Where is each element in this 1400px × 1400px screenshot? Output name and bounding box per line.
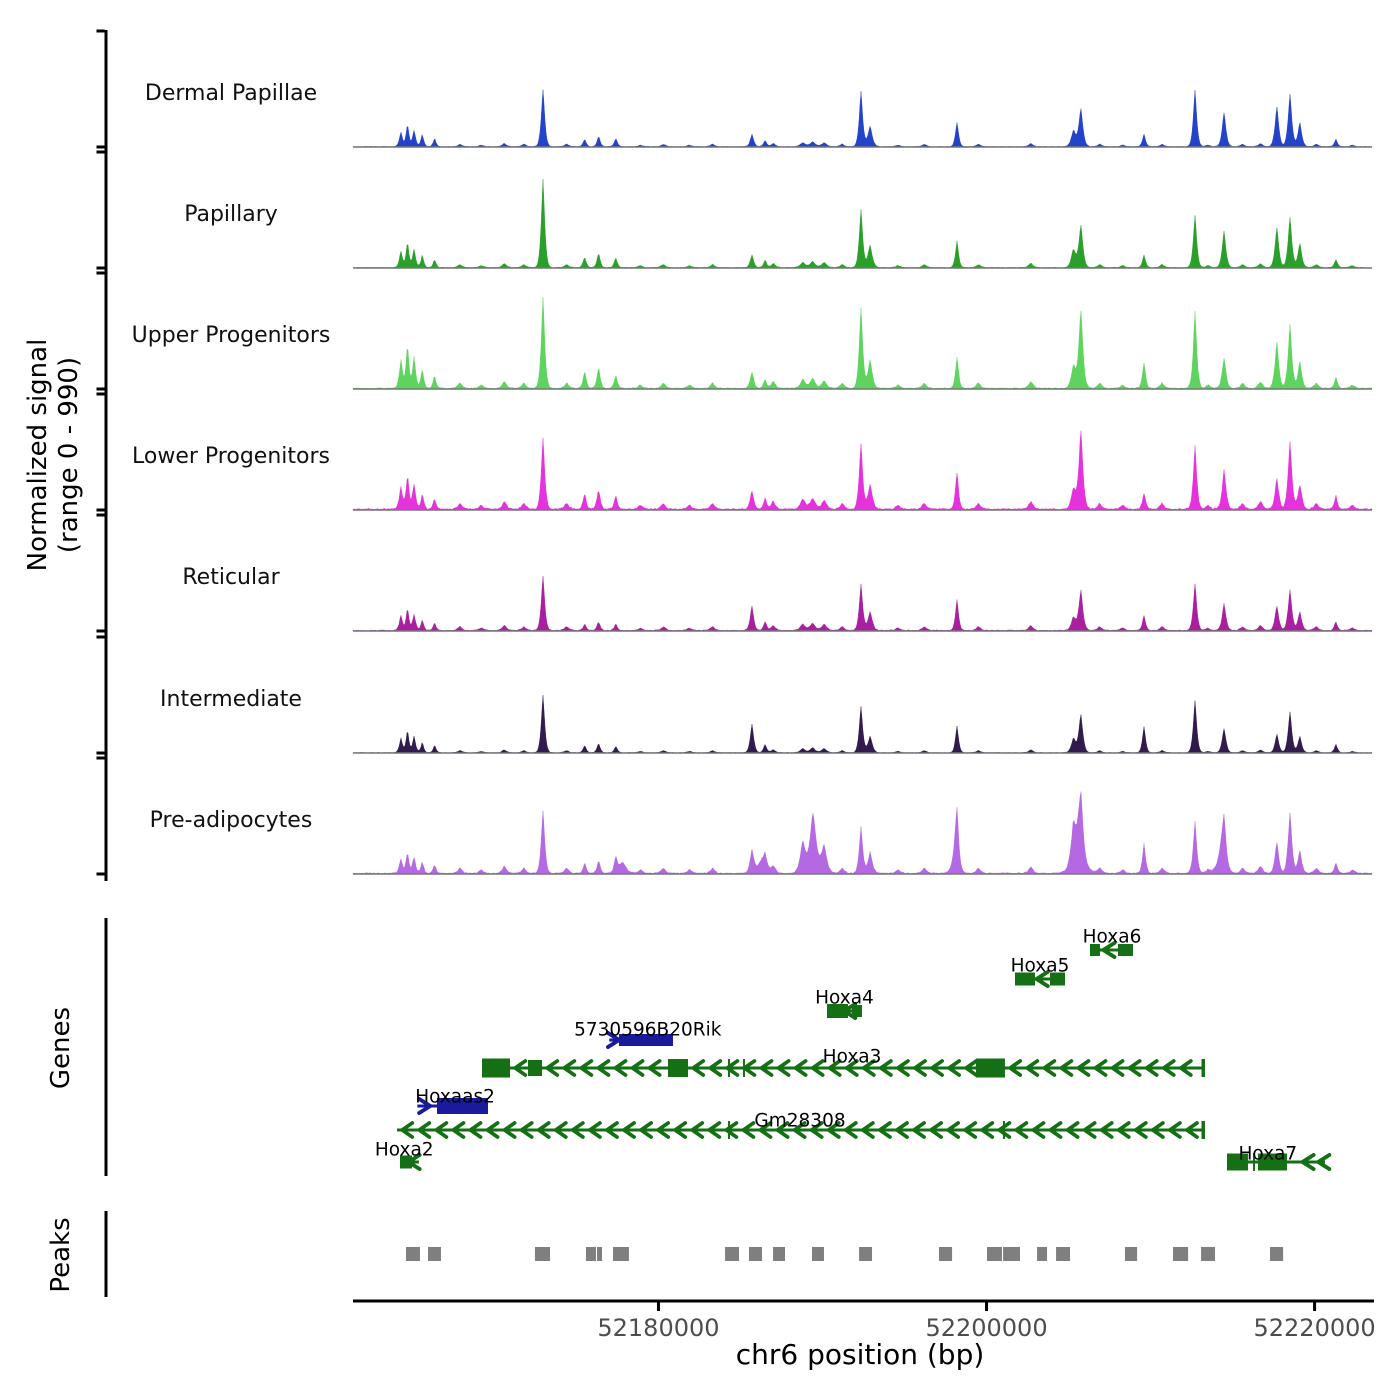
x-axis-title: chr6 position (bp) xyxy=(735,1338,985,1371)
x-axis-tick xyxy=(657,1301,660,1311)
signal-area-1 xyxy=(353,179,1372,268)
signal-area-5 xyxy=(353,695,1372,753)
peak-region-12 xyxy=(987,1247,1002,1261)
gene-label-5730596B20Rik: 5730596B20Rik xyxy=(574,1019,722,1041)
gene-end-bar-Hoxa3 xyxy=(1201,1059,1205,1077)
peak-region-19 xyxy=(1270,1247,1283,1261)
gene-label-Hoxa6: Hoxa6 xyxy=(1082,926,1142,948)
genes-axis-label: Genes xyxy=(46,1006,76,1090)
gene-label-Hoxa4: Hoxa4 xyxy=(815,987,874,1009)
gene-label-Hoxa7: Hoxa7 xyxy=(1238,1143,1298,1165)
gene-exon-Hoxa3 xyxy=(528,1060,542,1076)
signal-y-tick xyxy=(97,514,105,517)
x-tick-label-1: 52200000 xyxy=(925,1314,1048,1342)
signal-y-tick xyxy=(97,30,105,33)
gene-label-Hoxa3: Hoxa3 xyxy=(822,1046,882,1068)
signal-area-6 xyxy=(353,792,1372,874)
signal-y-tick xyxy=(97,151,105,154)
track-label-2: Upper Progenitors xyxy=(131,323,331,348)
gene-exon-tick-Hoxa3 xyxy=(728,1059,730,1077)
signal-y-tick xyxy=(97,267,105,270)
peak-region-4 xyxy=(597,1247,602,1261)
gene-exon-tick-Gm28308 xyxy=(728,1121,730,1139)
x-axis-tick xyxy=(1313,1301,1316,1311)
signal-area-2 xyxy=(353,297,1372,389)
signal-y-tick xyxy=(97,752,105,755)
track-label-6: Pre-adipocytes xyxy=(149,808,313,833)
peak-region-2 xyxy=(535,1247,550,1261)
peak-region-3 xyxy=(586,1247,596,1261)
peak-region-16 xyxy=(1125,1247,1137,1261)
signal-area-4 xyxy=(353,576,1372,631)
signal-area-3 xyxy=(353,431,1372,510)
x-axis-tick xyxy=(985,1301,988,1311)
peak-region-5 xyxy=(613,1247,629,1261)
signal-y-tick xyxy=(97,636,105,639)
gene-end-bar-Gm28308 xyxy=(1201,1121,1205,1139)
x-tick-label-0: 52180000 xyxy=(597,1314,720,1342)
peak-region-10 xyxy=(859,1247,872,1261)
gene-label-Hoxa2: Hoxa2 xyxy=(374,1139,434,1161)
gene-label-Gm28308: Gm28308 xyxy=(754,1110,846,1132)
track-label-4: Reticular xyxy=(182,565,280,590)
signal-y-tick xyxy=(97,146,105,149)
track-label-5: Intermediate xyxy=(160,687,302,712)
peak-region-6 xyxy=(725,1247,739,1261)
signal-y-tick xyxy=(97,388,105,391)
signal-area-0 xyxy=(353,90,1372,147)
x-tick-label-2: 52220000 xyxy=(1253,1314,1376,1342)
peak-region-17 xyxy=(1173,1247,1188,1261)
peak-region-15 xyxy=(1056,1247,1070,1261)
peak-region-0 xyxy=(406,1247,420,1261)
peak-region-7 xyxy=(749,1247,762,1261)
signal-y-tick xyxy=(97,272,105,275)
signal-y-tick xyxy=(97,630,105,633)
gene-exon-Hoxa3 xyxy=(668,1059,688,1077)
genes-y-axis xyxy=(105,918,108,1176)
peak-region-9 xyxy=(812,1247,824,1261)
peak-region-14 xyxy=(1037,1247,1047,1261)
peak-region-18 xyxy=(1201,1247,1215,1261)
gene-label-Hoxaas2: Hoxaas2 xyxy=(415,1086,495,1108)
peak-region-8 xyxy=(773,1247,785,1261)
x-axis-line xyxy=(353,1300,1374,1303)
gene-label-Hoxa5: Hoxa5 xyxy=(1010,955,1070,977)
signal-y-tick xyxy=(97,873,105,876)
signal-y-tick xyxy=(97,757,105,760)
peak-region-11 xyxy=(939,1247,952,1261)
track-label-0: Dermal Papillae xyxy=(144,81,318,106)
track-label-1: Papillary xyxy=(184,202,278,227)
peaks-axis-label: Peaks xyxy=(46,1217,76,1293)
signal-y-tick xyxy=(97,393,105,396)
signal-y-tick xyxy=(97,509,105,512)
gene-exon-Hoxa3 xyxy=(976,1059,1005,1078)
y-axis-label-line1: Normalized signal xyxy=(23,338,53,572)
peak-region-1 xyxy=(428,1247,441,1261)
gene-exon-Hoxa3 xyxy=(482,1059,510,1078)
track-label-3: Lower Progenitors xyxy=(132,444,330,469)
y-axis-label xyxy=(23,285,87,625)
gene-exon-tick-Hoxa3 xyxy=(743,1059,745,1077)
peak-region-13 xyxy=(1003,1247,1020,1261)
peaks-y-axis xyxy=(105,1211,108,1297)
y-axis-label-line2: (range 0 - 990) xyxy=(54,356,84,554)
gene-exon-tick-Gm28308 xyxy=(1003,1121,1005,1139)
